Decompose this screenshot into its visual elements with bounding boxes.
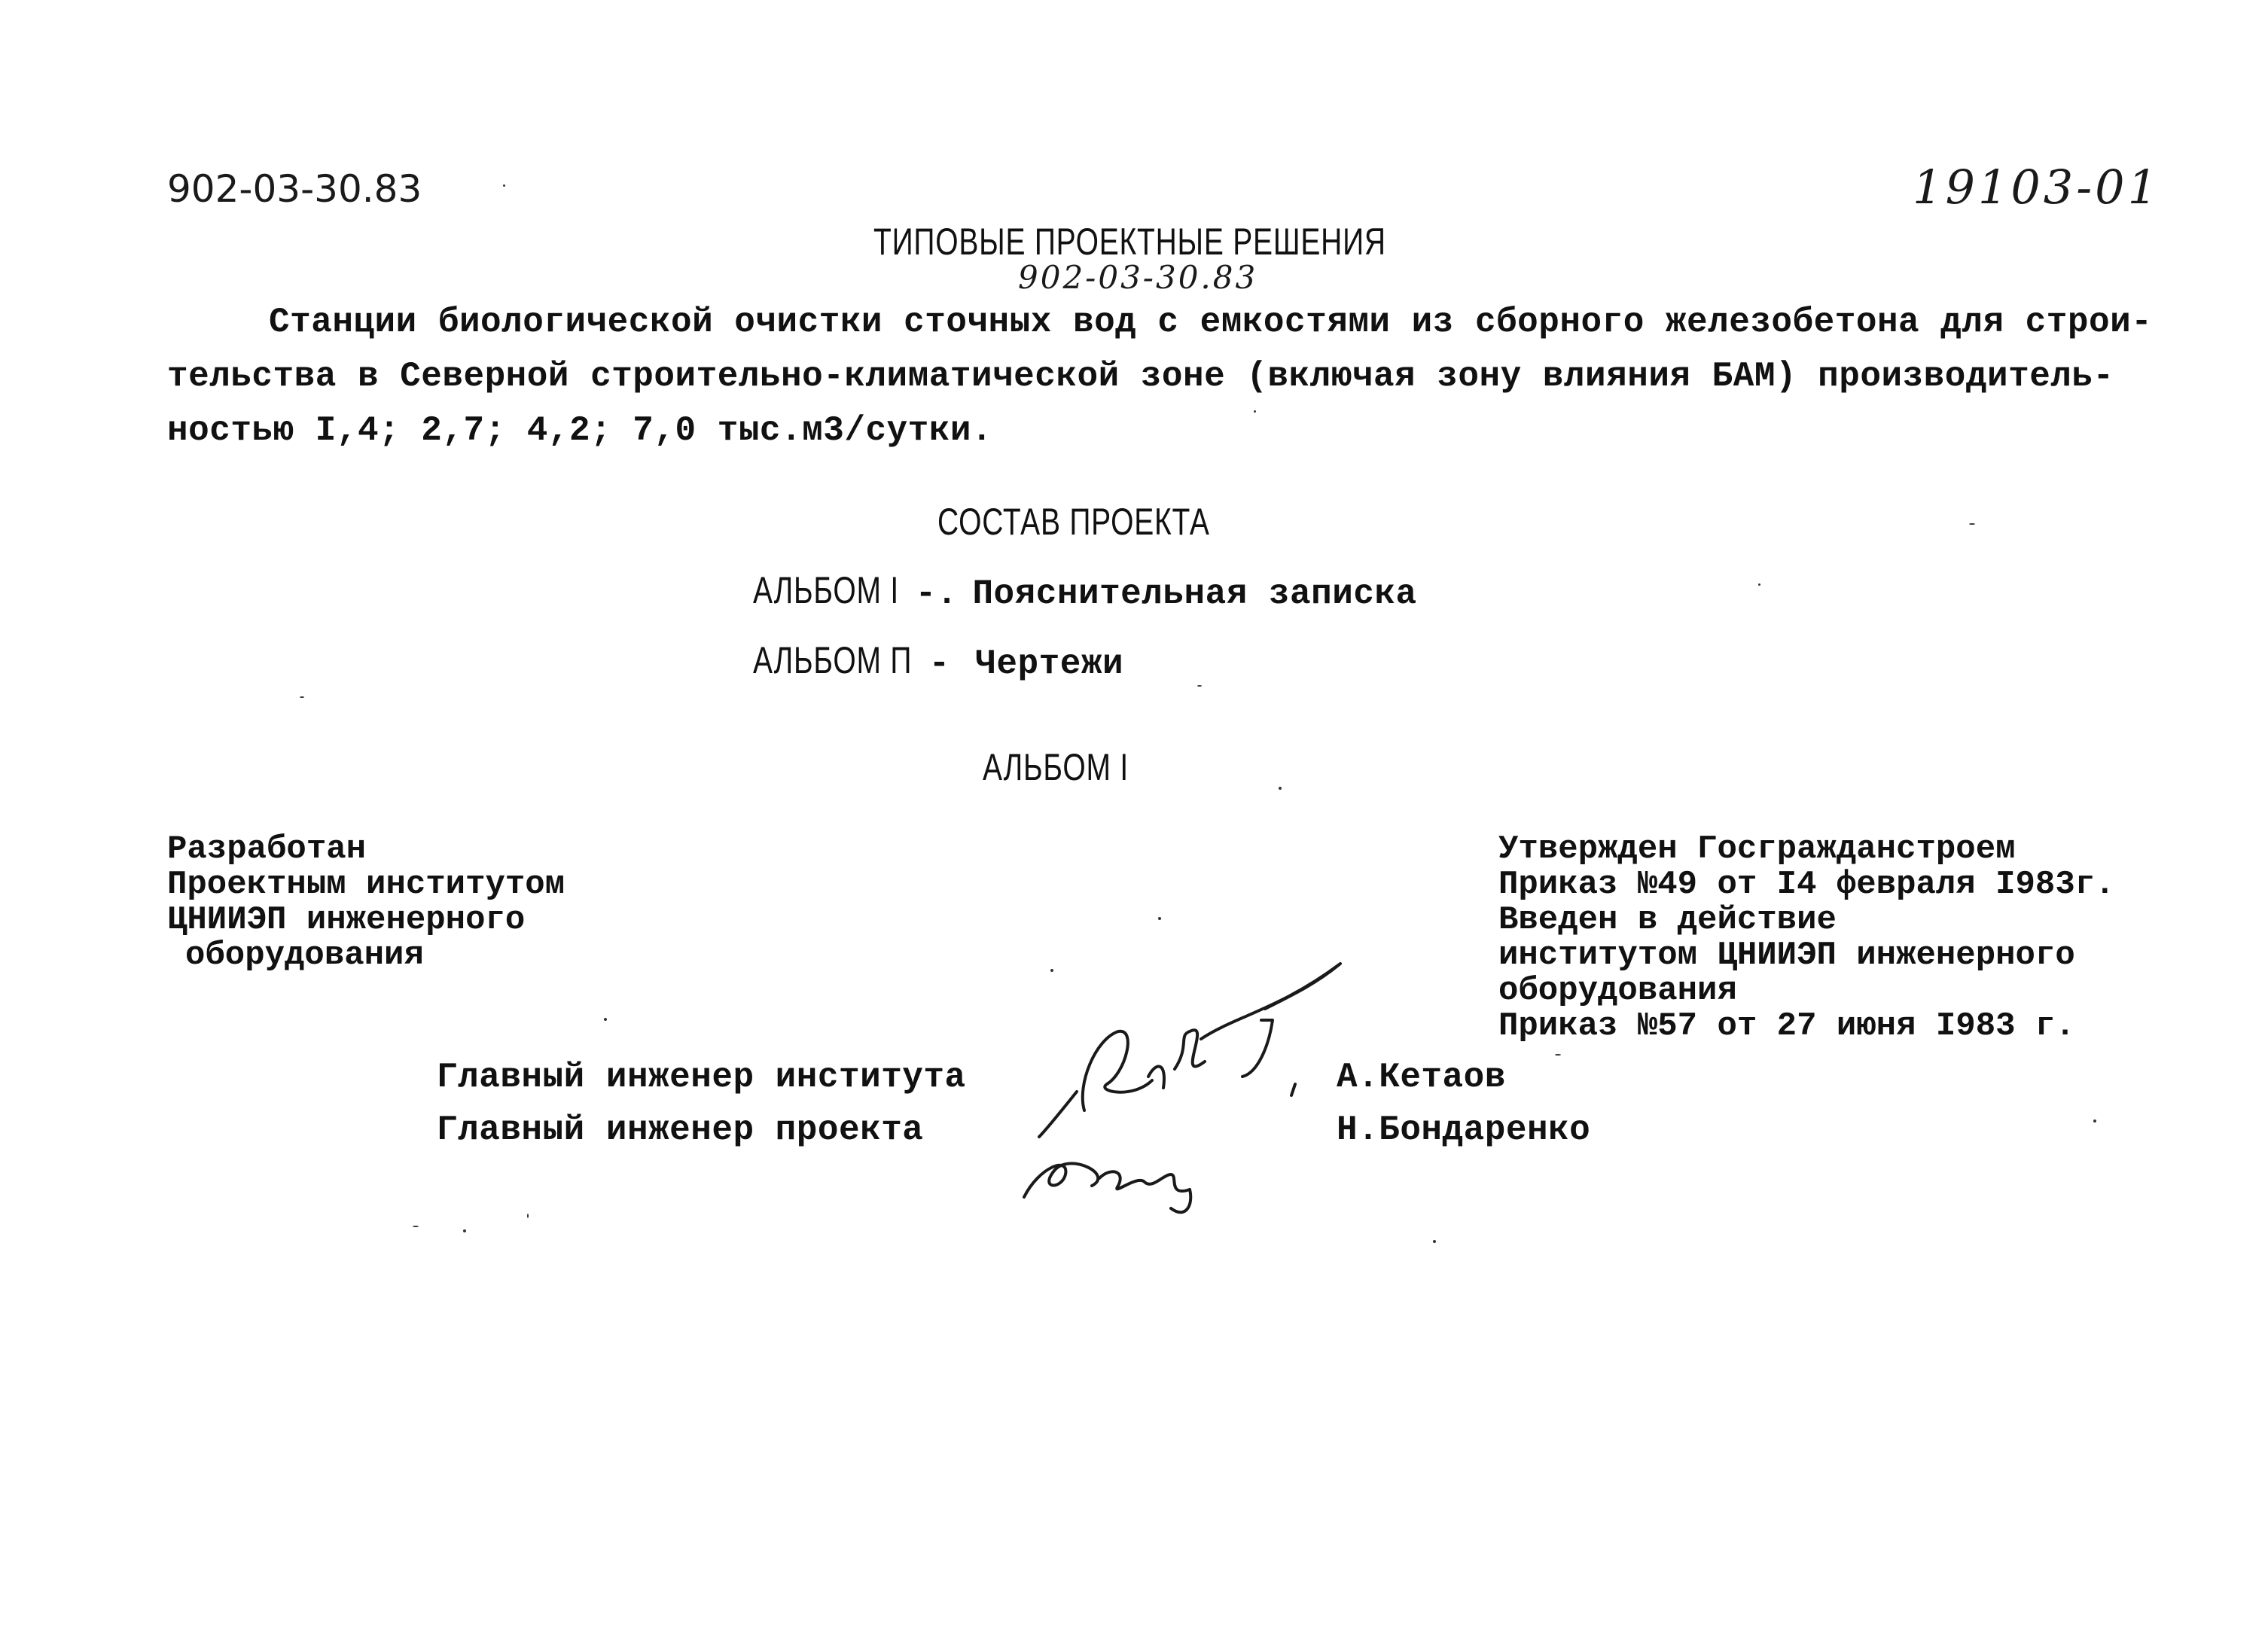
scan-speck [413,1226,419,1227]
approval-line: Приказ №49 от I4 февраля I983г. [1498,866,2115,903]
scan-speck [1969,523,1975,525]
handwritten-signature-icon [964,949,1385,1220]
approval-line: Приказ №57 от 27 июня I983 г. [1498,1007,2075,1045]
developer-line: Разработан [167,830,367,868]
scan-speck [300,696,304,698]
description-line: Станции биологической очистки сточных вод с емкостями из сборного железобетона для строи- [269,303,2153,342]
scan-speck [1555,1054,1561,1056]
scan-speck [1433,1240,1436,1243]
project-description [167,295,2152,458]
signature-name-2: Н.Бондаренко [1337,1110,1591,1150]
developer-line: ЦНИИЭП инженерного [167,901,526,939]
scan-speck [1158,917,1161,920]
document-subtitle-code: 902-03-30.83 [1018,259,1258,296]
scan-speck [1279,787,1282,790]
signature-role-1: Главный инженер института [437,1058,966,1097]
album-2-entry [753,638,1123,684]
description-line: ностью I,4; 2,7; 4,2; 7,0 тыс.м3/сутки. [167,411,993,450]
developer-line: оборудования [185,937,424,974]
scan-speck [503,184,505,187]
scan-speck [1758,583,1760,586]
album-2-title: Чертежи [975,644,1124,684]
document-code-left: 902-03-30.83 [167,167,422,211]
composition-heading: СОСТАВ ПРОЕКТА [937,501,1210,543]
document-title: ТИПОВЫЕ ПРОЕКТНЫЕ РЕШЕНИЯ [873,221,1386,263]
scan-speck [1050,969,1053,972]
approval-line: Утвержден Госгражданстроем [1498,830,2016,868]
album-2-label: АЛЬБОМ П [753,639,913,681]
scan-speck [463,1229,466,1232]
developer-line: Проектным институтом [167,866,565,903]
description-line: тельства в Северной строительно-климатической зоне (включая зону влияния БАМ) производитель- [167,357,2114,396]
developer-block [167,832,565,973]
current-album-label: АЛЬБОМ I [983,746,1129,788]
scan-speck [1254,410,1256,413]
album-2-separator: - [928,644,950,684]
scan-speck [1197,685,1202,687]
approval-line: оборудования [1498,972,1737,1010]
album-1-title: Пояснительная записка [972,574,1417,614]
signature-role-2: Главный инженер проекта [437,1110,924,1150]
scan-speck [2093,1120,2096,1123]
approval-line: Введен в действие [1498,901,1837,939]
signature-name-1: А.Кетаов [1337,1058,1506,1097]
scan-speck [527,1214,529,1218]
approval-block [1498,832,2115,1044]
approval-line: институтом ЦНИИЭП инженерного [1498,937,2075,974]
archive-number: 19103-01 [1913,160,2161,215]
album-1-label: АЛЬБОМ I [753,569,899,611]
album-1-separator: -. [915,574,958,614]
scan-speck [604,1018,607,1021]
album-1-entry [753,568,1417,614]
